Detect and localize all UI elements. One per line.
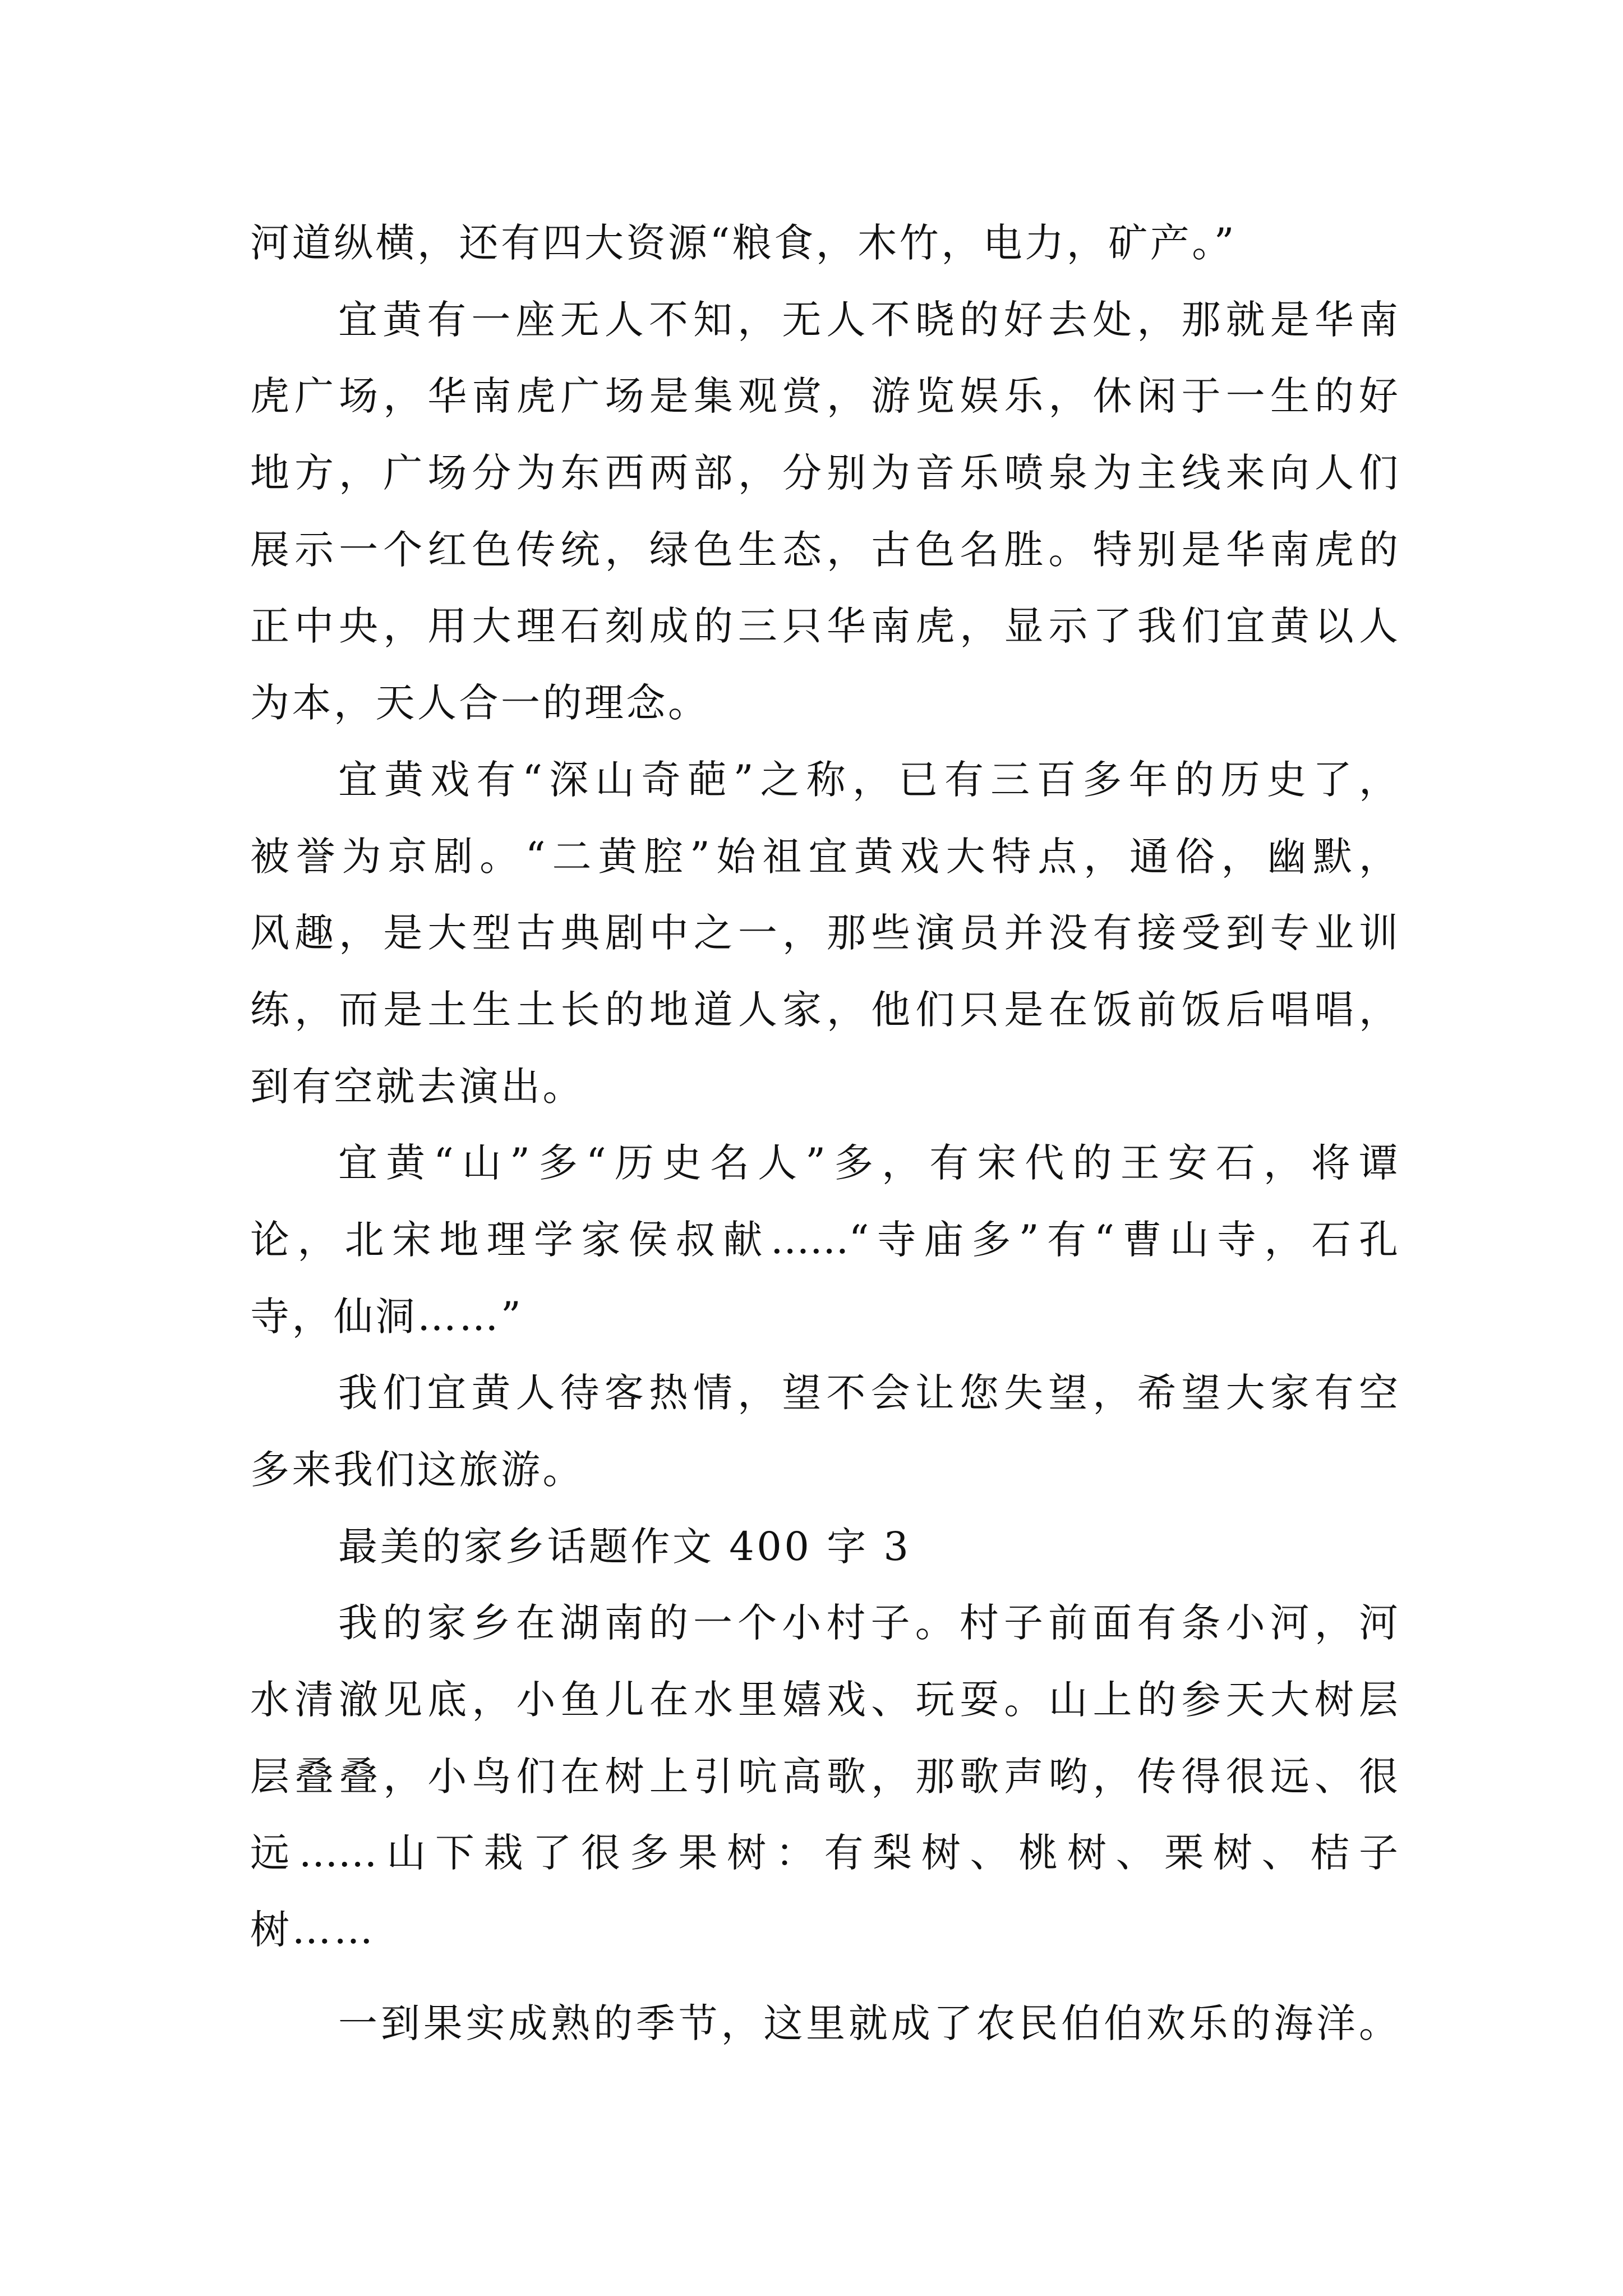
text-line: 到有空就去演出。 [250, 1063, 584, 1110]
paragraph [250, 1985, 1398, 2062]
text-line: 被誉为京剧。“二黄腔”始祖宜黄戏大特点，通俗，幽默， [250, 833, 1398, 880]
text-line: 层叠叠，小鸟们在树上引吭高歌，那歌声哟，传得很远、很 [250, 1753, 1398, 1800]
text-line: 宜黄戏有“深山奇葩”之称，已有三百多年的历史了， [338, 756, 1398, 803]
document-body [250, 205, 1398, 2062]
text-line: 树…… [250, 1907, 376, 1953]
text-line: 风趣，是大型古典剧中之一，那些演员并没有接受到专业训 [250, 910, 1398, 956]
paragraph [250, 742, 1398, 1125]
text-line: 寺，仙洞……” [250, 1293, 524, 1340]
essay-title-text: 最美的家乡话题作文 400 字 3 [338, 1523, 911, 1570]
text-line: 水清澈见底，小鱼儿在水里嬉戏、玩耍。山上的参天大树层 [250, 1677, 1398, 1723]
text-line: 宜黄有一座无人不知，无人不晓的好去处，那就是华南 [338, 296, 1398, 343]
text-line: 一到果实成熟的季节，这里就成了农民伯伯欢乐的海洋。 [338, 2000, 1398, 2046]
text-line: 虎广场，华南虎广场是集观赏，游览娱乐，休闲于一生的好 [250, 373, 1398, 420]
text-line: 正中央，用大理石刻成的三只华南虎，显示了我们宜黄以人 [250, 603, 1398, 650]
paragraph [250, 282, 1398, 742]
paragraph [250, 1585, 1398, 1968]
text-line: 地方，广场分为东西两部，分别为音乐喷泉为主线来向人们 [250, 450, 1398, 496]
text-line: 宜黄“山”多“历史名人”多，有宋代的王安石，将谭 [338, 1140, 1398, 1186]
paragraph [250, 1355, 1398, 1508]
paragraph [250, 1125, 1398, 1355]
text-line: 论，北宋地理学家侯叔献……“寺庙多”有“曹山寺，石孔 [250, 1216, 1398, 1263]
text-line: 远……山下栽了很多果树：有梨树、桃树、栗树、桔子 [250, 1830, 1398, 1876]
text-line: 我们宜黄人待客热情，望不会让您失望，希望大家有空 [338, 1370, 1398, 1416]
text-line: 多来我们这旅游。 [250, 1447, 584, 1493]
text-line: 我的家乡在湖南的一个小村子。村子前面有条小河，河 [338, 1600, 1398, 1646]
text-line: 河道纵横，还有四大资源“粮食，木竹，电力，矿产。” [250, 220, 1237, 266]
text-line: 为本，天人合一的理念。 [250, 680, 710, 726]
text-line: 练，而是土生土长的地道人家，他们只是在饭前饭后唱唱， [250, 986, 1398, 1033]
essay-title [250, 1508, 1398, 1585]
text-line: 展示一个红色传统，绿色生态，古色名胜。特别是华南虎的 [250, 526, 1398, 573]
paragraph [250, 205, 1398, 282]
